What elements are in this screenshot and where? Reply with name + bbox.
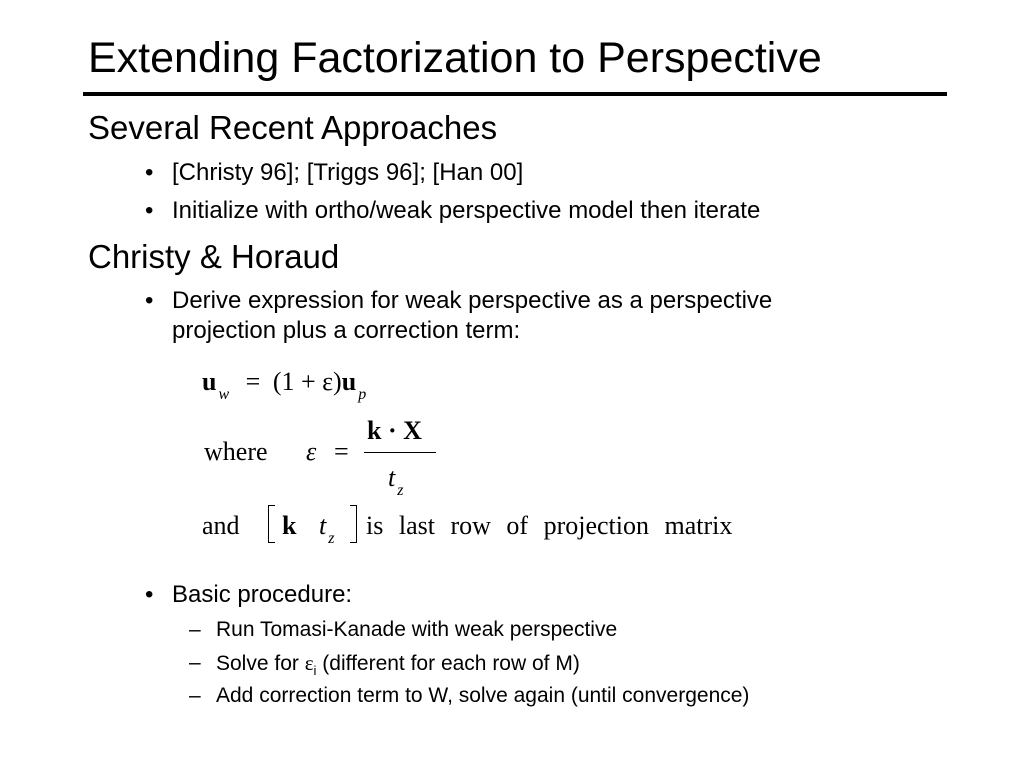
eq-word: matrix	[664, 511, 733, 540]
eq-subscript: p	[358, 386, 367, 403]
eq-expression: (1 + ε)	[272, 367, 342, 396]
title-underline	[83, 92, 947, 96]
epsilon-symbol: ε	[304, 651, 314, 675]
fraction-bar	[364, 452, 436, 453]
eq-subscript: z	[328, 530, 335, 547]
list-item-continuation: projection plus a correction term:	[172, 317, 521, 344]
eq-symbol: t	[319, 511, 327, 540]
list-item-text: Derive expression for weak perspective as a perspective	[172, 287, 773, 314]
bullet-marker: •	[145, 159, 154, 186]
equation-weak-perspective	[202, 367, 366, 410]
sub-list-item	[189, 683, 750, 709]
eq-word: row	[450, 511, 491, 540]
dash-marker: –	[189, 618, 201, 641]
section-heading-christy-horaud: Christy & Horaud	[88, 238, 340, 275]
sub-list-item-text: Add correction term to W, solve again (until convergence)	[216, 684, 750, 707]
dash-marker: –	[189, 684, 201, 707]
sub-list-item-text: Run Tomasi-Kanade with weak perspective	[216, 618, 618, 641]
eq-word: last	[398, 511, 435, 540]
slide-title: Extending Factorization to Perspective	[88, 34, 822, 82]
bullet-marker: •	[145, 197, 154, 224]
fraction-denominator	[388, 463, 403, 506]
eq-symbol: k	[282, 511, 297, 540]
list-item-text: Initialize with ortho/weak perspective model then iterate	[172, 197, 761, 224]
fraction-numerator: k · X	[367, 416, 422, 445]
eq-epsilon: ε	[306, 437, 317, 466]
left-bracket	[268, 505, 275, 543]
list-item	[145, 158, 524, 188]
eq-word: is	[366, 511, 384, 540]
eq-operator: =	[245, 367, 261, 396]
equation-where-label: where	[204, 437, 268, 466]
list-item-text: Basic procedure:	[172, 581, 353, 608]
eq-word: of	[506, 511, 529, 540]
eq-symbol: u	[341, 367, 357, 396]
dash-marker: –	[189, 651, 201, 674]
equation-and-label: and	[202, 511, 240, 540]
sub-list-item-text: (different for each row of M)	[316, 652, 580, 675]
sub-list-item	[189, 617, 618, 643]
eq-subscript: z	[397, 482, 404, 499]
right-bracket	[350, 505, 357, 543]
sub-list-item	[189, 650, 580, 684]
list-item	[145, 196, 761, 226]
section-heading-approaches: Several Recent Approaches	[88, 109, 498, 146]
eq-word: projection	[543, 511, 649, 540]
bullet-marker: •	[145, 287, 154, 314]
list-item-text: [Christy 96]; [Triggs 96]; [Han 00]	[172, 159, 524, 186]
eq-subscript: w	[218, 386, 230, 403]
list-item	[145, 286, 773, 316]
subscript-i: i	[313, 663, 317, 679]
eq-row-term	[319, 511, 334, 554]
sub-list-item-text: Solve for	[216, 652, 305, 675]
list-item	[145, 580, 353, 610]
eq-symbol: t	[388, 463, 396, 492]
equation-description	[366, 511, 732, 541]
eq-operator: =	[334, 437, 349, 466]
eq-symbol: u	[202, 367, 217, 396]
bullet-marker: •	[145, 581, 154, 608]
